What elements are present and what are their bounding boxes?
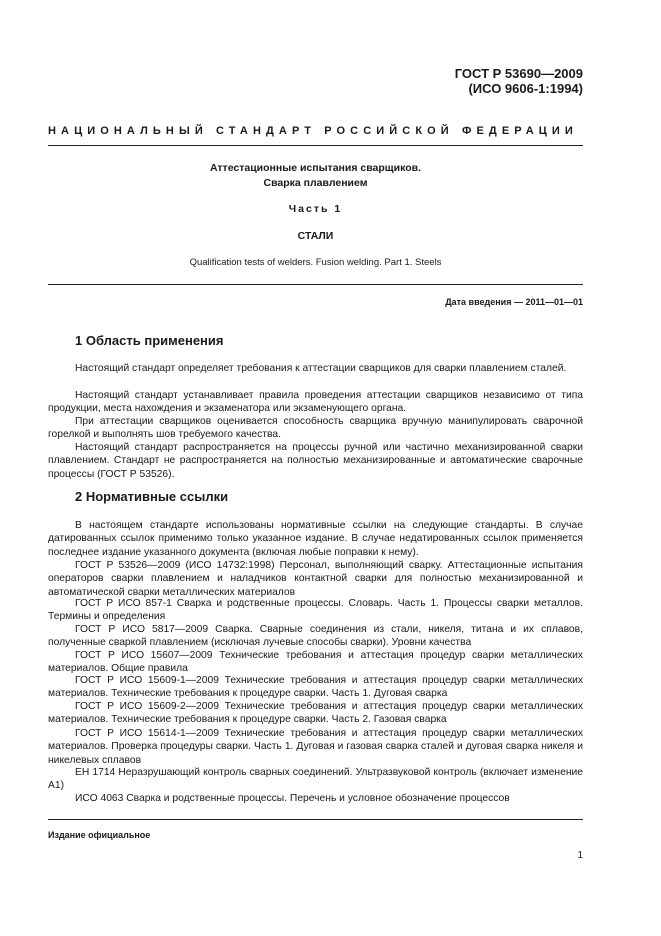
english-title: Qualification tests of welders. Fusion welding. Part 1. Steels — [189, 257, 442, 268]
reference-item: ГОСТ Р ИСО 15609-1—2009 Технические требования и аттестация процедур сварки металлических материалов. Технические требования к процедуре сварки. Часть 1. Дуговая сварка — [48, 675, 583, 700]
reference-item: ЕН 1714 Неразрушающий контроль сварных соединений. Ультразвуковой контроль (включает изменение А1) — [48, 767, 583, 792]
page-number: 1 — [577, 850, 583, 861]
reference-item: ГОСТ Р ИСО 15614-1—2009 Технические требования и аттестация процедур сварки металлических материалов. Проверка процедуры сварки. Часть 1. Дуговая и газовая сварка сталей и дуговая сварка никеля и никелевых сплавов — [48, 728, 583, 766]
section-1-paragraph: Настоящий стандарт распространяется на процессы ручной или частично механизированной сварки плавлением. Стандарт не распространяется на полностью механизированные и автоматические сварочные процессы (ГОСТ Р 53526). — [48, 442, 583, 480]
standard-designation — [455, 66, 583, 96]
reference-item: ГОСТ Р ИСО 15607—2009 Технические требования и аттестация процедур сварки металлических материалов. Общие правила — [48, 650, 583, 675]
section-1-heading: 1 Область применения — [75, 333, 224, 348]
gost-number: ГОСТ Р 53690—2009 — [454, 66, 583, 81]
footer-rule — [48, 819, 583, 820]
section-2-heading: 2 Нормативные ссылки — [75, 489, 229, 504]
part-label: Часть 1 — [288, 203, 343, 215]
title-rule — [48, 284, 583, 285]
reference-item: ГОСТ Р ИСО 15609-2—2009 Технические требования и аттестация процедур сварки металлических материалов. Технические требования к процедуре сварки. Часть 2. Газовая сварка — [48, 701, 583, 726]
national-standard-banner: НАЦИОНАЛЬНЫЙ СТАНДАРТ РОССИЙСКОЙ ФЕДЕРАЦИИ — [48, 125, 578, 137]
official-edition-label: Издание официальное — [48, 830, 151, 840]
reference-item: ГОСТ Р ИСО 857-1 Сварка и родственные процессы. Словарь. Часть 1. Процессы сварки металлов. Термины и определения — [48, 598, 583, 623]
title-line-1: Аттестационные испытания сварщиков. — [209, 162, 422, 174]
reference-item: ГОСТ Р 53526—2009 (ИСО 14732:1998) Персонал, выполняющий сварку. Аттестационные испытания операторов сварки плавлением и наладчиков контактной сварки для полностью механизированной и автоматической сварки металлических материалов — [48, 560, 583, 598]
section-2-intro: В настоящем стандарте использованы нормативные ссылки на следующие стандарты. В случае датированных ссылок применимо только указанное издание. В случае недатированных ссылок применяется последнее издание указанного документа (включая любые поправки к нему). — [48, 520, 583, 558]
section-1-paragraph: При аттестации сварщиков оценивается способность сварщика вручную манипулировать сварочной горелкой и выполнять шов требуемого качества. — [48, 416, 583, 441]
reference-item: ИСО 4063 Сварка и родственные процессы. Перечень и условное обозначение процессов — [75, 793, 510, 804]
banner-rule — [48, 145, 583, 146]
section-1-paragraph: Настоящий стандарт устанавливает правила проведения аттестации сварщиков независимо от типа продукции, места нахождения и экзаменатора или экзаменующего органа. — [48, 390, 583, 415]
reference-item: ГОСТ Р ИСО 5817—2009 Сварка. Сварные соединения из стали, никеля, титана и их сплавов, полученные сваркой плавлением (исключая лучевые способы сварки). Уровни качества — [48, 624, 583, 649]
section-1-paragraph: Настоящий стандарт определяет требования к аттестации сварщиков для сварки плавлением сталей. — [75, 363, 567, 374]
subject-title: СТАЛИ — [297, 230, 334, 242]
introduction-date: Дата введения — 2011—01—01 — [445, 297, 583, 307]
iso-number: (ИСО 9606-1:1994) — [468, 81, 583, 96]
title-line-2: Сварка плавлением — [263, 177, 368, 189]
